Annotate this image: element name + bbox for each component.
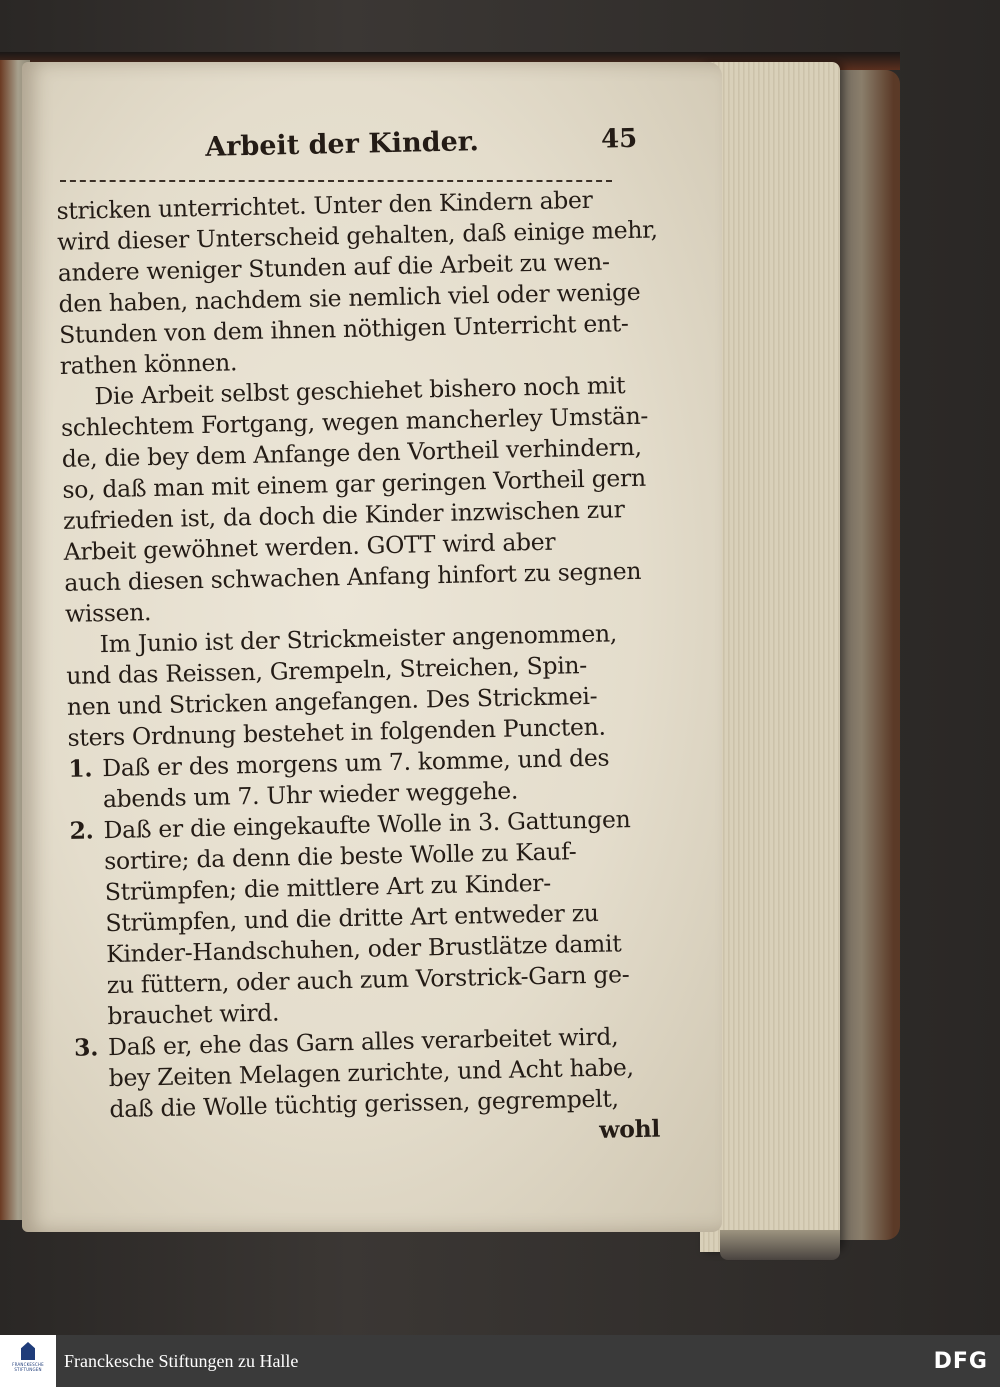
text-line: zufrieden ist, da doch die Kinder inzwischen zur xyxy=(62,495,625,535)
viewer-footer xyxy=(0,1335,1000,1387)
text-line: nen und Stricken angefangen. Des Strickmei- xyxy=(66,681,598,721)
dfg-logo[interactable]: DFG xyxy=(933,1348,988,1374)
institution-name: Franckesche Stiftungen zu Halle xyxy=(64,1350,299,1371)
page-block-bottom xyxy=(720,1230,840,1260)
catchword: wohl xyxy=(598,1114,661,1144)
running-head-title: Arbeit der Kinder. xyxy=(204,126,480,163)
text-line: de, die bey dem Anfange den Vortheil verhindern, xyxy=(61,432,642,473)
numbered-item xyxy=(74,1020,666,1125)
text-line: sters Ordnung bestehet in folgenden Puncten. xyxy=(67,712,606,752)
text-line: so, daß man mit einem gar geringen Vortheil gern xyxy=(62,463,647,504)
text-line: wissen. xyxy=(64,598,152,628)
item-line: sortire; da denn die beste Wolle zu Kauf- xyxy=(103,837,577,876)
text-line: Arbeit gewöhnet werden. GOTT wird aber xyxy=(63,527,556,566)
item-line: brauchet wird. xyxy=(107,998,280,1031)
item-line: abends um 7. Uhr wieder weggehe. xyxy=(102,776,519,814)
text-line: Im Junio ist der Strickmeister angenommen, xyxy=(99,619,618,659)
item-line: zu füttern, oder auch zum Vorstrick-Garn ge- xyxy=(106,960,630,1000)
page-text xyxy=(55,123,666,1157)
item-line: bey Zeiten Melagen zurichte, und Acht habe, xyxy=(108,1053,634,1093)
text-line: wird dieser Unterscheid gehalten, daß einige mehr, xyxy=(56,215,658,256)
item-number: 1. xyxy=(67,754,93,783)
foundation-emblem-icon xyxy=(11,1342,45,1380)
item-number: 2. xyxy=(69,816,94,845)
item-line: Strümpfen, und die dritte Art entweder zu xyxy=(105,898,599,938)
building-icon xyxy=(21,1342,35,1360)
francke-logo[interactable] xyxy=(0,1335,56,1387)
page-number: 45 xyxy=(600,123,638,155)
text-line: rathen können. xyxy=(59,348,238,380)
text-line: und das Reissen, Grempeln, Streichen, Spin- xyxy=(66,650,588,690)
item-line: Strümpfen; die mittlere Art zu Kinder- xyxy=(104,868,552,907)
text-line: Stunden von dem ihnen nöthigen Unterricht ent- xyxy=(58,309,629,349)
text-line: schlechtem Fortgang, wegen mancherley Umstän- xyxy=(60,401,649,442)
text-line: Die Arbeit selbst geschiehet bishero noch mit xyxy=(94,371,626,411)
item-line: Daß er die eingekaufte Wolle in 3. Gattungen xyxy=(103,805,631,845)
text-line: andere weniger Stunden auf die Arbeit zu wen- xyxy=(57,247,610,287)
item-line: Kinder-Handschuhen, oder Brustlätze damit xyxy=(105,929,622,969)
text-line: den haben, nachdem sie nemlich viel oder wenige xyxy=(58,277,641,318)
item-number: 3. xyxy=(73,1033,99,1062)
text-line: stricken unterrichtet. Unter den Kindern aber xyxy=(56,185,593,225)
item-line: Daß er, ehe das Garn alles verarbeitet wird, xyxy=(107,1022,619,1062)
book-cover-right xyxy=(836,70,900,1240)
logo-caption: FRANCKESCHE STIFTUNGEN xyxy=(12,1362,44,1372)
text-line: auch diesen schwachen Anfang hinfort zu segnen xyxy=(64,556,642,597)
item-line: daß die Wolle tüchtig gerissen, gegrempelt, xyxy=(109,1084,619,1124)
numbered-item xyxy=(69,803,663,1032)
item-line: Daß er des morgens um 7. komme, und des xyxy=(101,743,610,783)
